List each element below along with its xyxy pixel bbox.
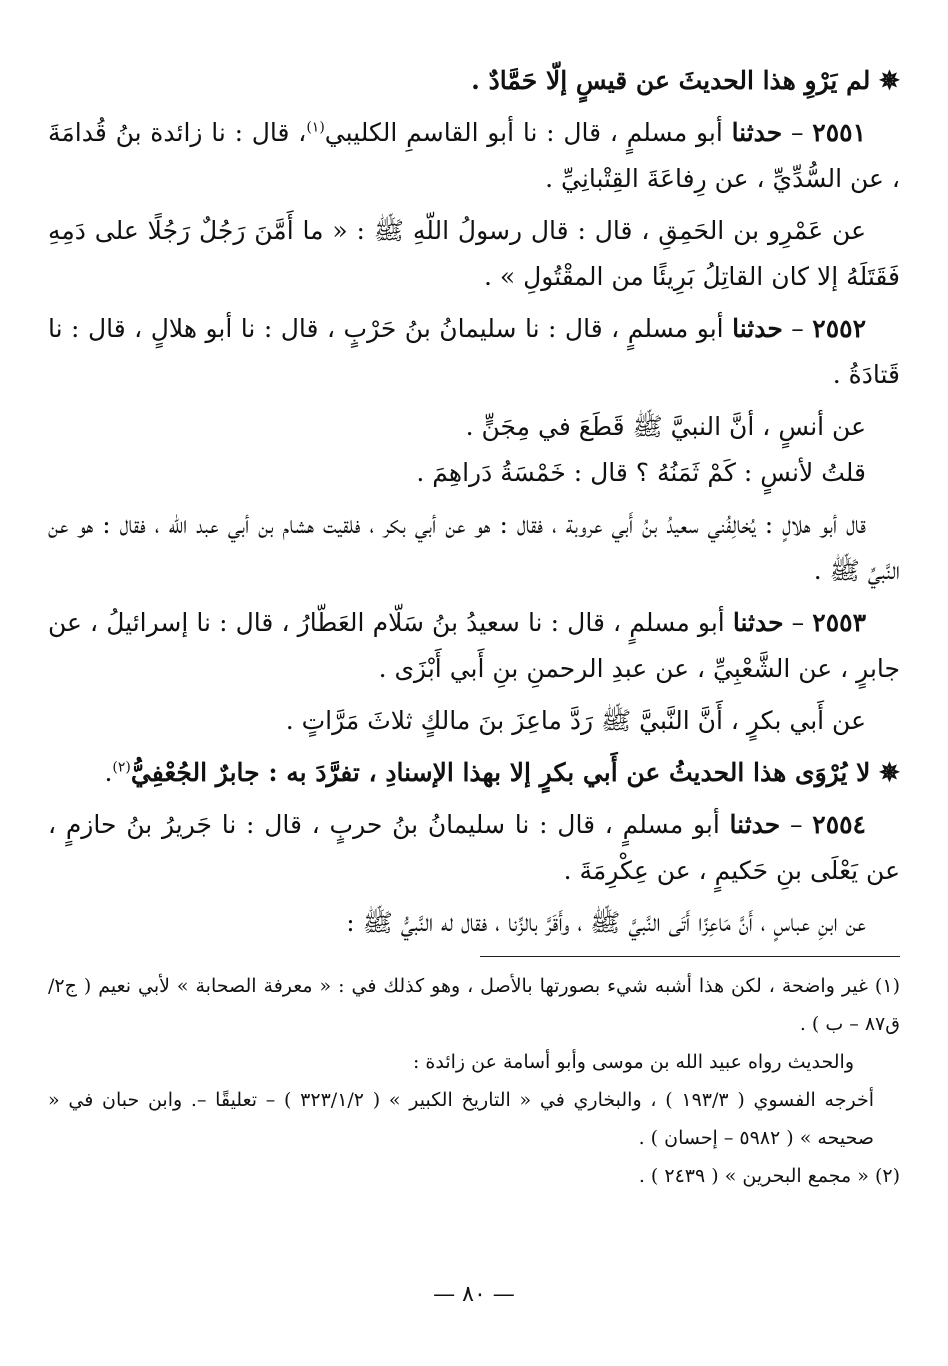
matn-abibakr: عن أَبي بكرٍ ، أَنَّ النَّبيَّ ﷺ رَدَّ ماعِزَ بنَ مالكٍ ثلاثَ مَرَّاتٍ . <box>285 706 866 735</box>
matn-amr: عن عَمْرِو بن الحَمِقِ ، قال : قال رسولُ اللّهِ ﷺ : « ما أَمَّنَ رَجُلٌ رَجُلًا على دَمِهِ فَقَتَلَهُ إلا كان القاتِلُ بَرِيئًا من المقْتُولِ » . <box>48 216 900 291</box>
footnote-1-hadith: والحديث رواه عبيد الله بن موسى وأبو أسامة عن زائدة : <box>412 1051 854 1073</box>
footnote-ref-2: (٢) <box>112 759 131 776</box>
isnad-text: أبو مسلمٍ ، قال : نا سليمانُ بنُ حربٍ ، قال : نا جَريرُ بنُ حازمٍ ، عن يَعْلَى بنِ حَكيمٍ ، عن عِكْرِمَةَ . <box>48 810 900 885</box>
matn-hilal: قال أبو هلالٍ : يُخالِفُني سعيدُ بنُ أَبي عروبة ، فقال : هو عن أبي بكر ، فلقيت هشام بن أبي عبد الله ، فقال : هو عن النَّبيِّ ﷺ . <box>48 510 900 585</box>
hadith-opening: حدثنا <box>731 118 783 147</box>
note-hammad <box>48 58 900 104</box>
hadith-number: ٢٥٥٣ <box>812 608 866 637</box>
footnote-1-takhrij: أخرجه الفسوي ( ١٩٣/٣ ) ، والبخاري في « التاريخ الكبير » ( ٣٢٣/١/٢ ) – تعليقًا –. وابن حبان في « صحيحه » ( ٥٩٨٢ – إحسان ) . <box>48 1089 874 1149</box>
isnad-text: أبو مسلمٍ ، قال : نا سعيدُ بنُ سَلّام العَطّارُ ، قال : نا إسرائيلُ ، عن جابرٍ ، عن الشَّعْبِيِّ ، عن عبدِ الرحمنِ بنِ أَبي أَبْزَى . <box>48 608 900 683</box>
footnote-2: (٢) « مجمع البحرين » ( ٢٤٣٩ ) . <box>638 1165 900 1187</box>
page-number: — ٨٠ — <box>433 1282 515 1307</box>
hadith-opening: حدثنا <box>729 810 781 839</box>
hadith-2551: ٢٥٥١ – حدثنا أبو مسلمٍ ، قال : نا أبو القاسمِ الكليبي$^{(١)}$، قال : نا زائدة بنُ قُدامَةَ ، عن السُّدِّيِّ ، عن رِفاعَةَ القِتْبانِيِّ . <box>48 118 900 193</box>
hadith-2553: ٢٥٥٣ – حدثنا أبو مسلمٍ ، قال : نا سعيدُ بنُ سَلّام العَطّارُ ، قال : نا إسرائيلُ ، عن جابرٍ ، عن الشَّعْبِيِّ ، عن عبدِ الرحمنِ بنِ أَبي أَبْزَى . <box>48 608 900 683</box>
note-jufi-text: ✵ لا يُرْوَى هذا الحديثُ عن أَبي بكرٍ إلا بهذا الإسنادِ ، تفرَّدَ به : جابرٌ الجُعْفِيُّ <box>130 758 900 787</box>
hadith-2552: ٢٥٥٢ – حدثنا أبو مسلمٍ ، قال : نا سليمانُ بنُ حَرْبٍ ، قال : نا أبو هلالٍ ، قال : نا قَتادَةُ . <box>48 314 900 389</box>
hadith-opening: حدثنا <box>732 314 783 343</box>
footnote-1: (١) غير واضحة ، لكن هذا أشبه شيء بصورتها بالأصل ، وهو كذلك في : « معرفة الصحابة » لأبي نعيم ( ج٢/ق٨٧ – ب ) . <box>48 975 900 1035</box>
hadith-opening: حدثنا <box>732 608 784 637</box>
isnad-text: أبو مسلمٍ ، قال : نا أبو القاسمِ الكليبي <box>324 118 732 147</box>
isnad-text-cont: ، قال : نا زائدة بنُ قُدامَةَ ، عن السُّدِّيِّ ، عن رِفاعَةَ القِتْبانِيِّ . <box>48 118 900 193</box>
matn-qult: قلتُ لأنسٍ : كَمْ ثَمَنُهُ ؟ قال : خَمْسَةُ دَراهِمَ . <box>416 458 866 487</box>
isnad-text: أبو مسلمٍ ، قال : نا سليمانُ بنُ حَرْبٍ ، قال : نا أبو هلالٍ ، قال : نا قَتادَةُ . <box>48 314 900 389</box>
hadith-number: ٢٥٥٢ <box>812 314 866 343</box>
footnote-ref-1: (١) <box>306 119 325 136</box>
note-jufi: ✵ لا يُرْوَى هذا الحديثُ عن أَبي بكرٍ إلا بهذا الإسنادِ ، تفرَّدَ به : جابرٌ الجُعْفِيُّ$^{(٢)}$. <box>104 758 900 787</box>
main-text <box>48 58 900 946</box>
hadith-2554: ٢٥٥٤ – حدثنا أبو مسلمٍ ، قال : نا سليمانُ بنُ حربٍ ، قال : نا جَريرُ بنُ حازمٍ ، عن يَعْلَى بنِ حَكيمٍ ، عن عِكْرِمَةَ . <box>48 810 900 885</box>
footnotes <box>48 967 900 1195</box>
hadith-number: ٢٥٥٤ <box>812 810 866 839</box>
matn-ibnabbas: عن ابنِ عباسٍ ، أَنَّ مَاعِزًا أَتَى النَّبيَّ ﷺ ، وأَقَرَّ بالزِّنا ، فقال له النَّبيُّ ﷺ : <box>346 908 866 937</box>
hadith-number: ٢٥٥١ <box>812 118 866 147</box>
footnote-divider <box>480 956 900 957</box>
note-hammad-text: ✵ لم يَرْوِ هذا الحديثَ عن قيسٍ إلّا حَمَّادٌ . <box>471 66 900 95</box>
matn-anas: عن أنسٍ ، أنَّ النبيَّ ﷺ قَطَعَ في مِجَنٍّ . <box>465 412 866 441</box>
